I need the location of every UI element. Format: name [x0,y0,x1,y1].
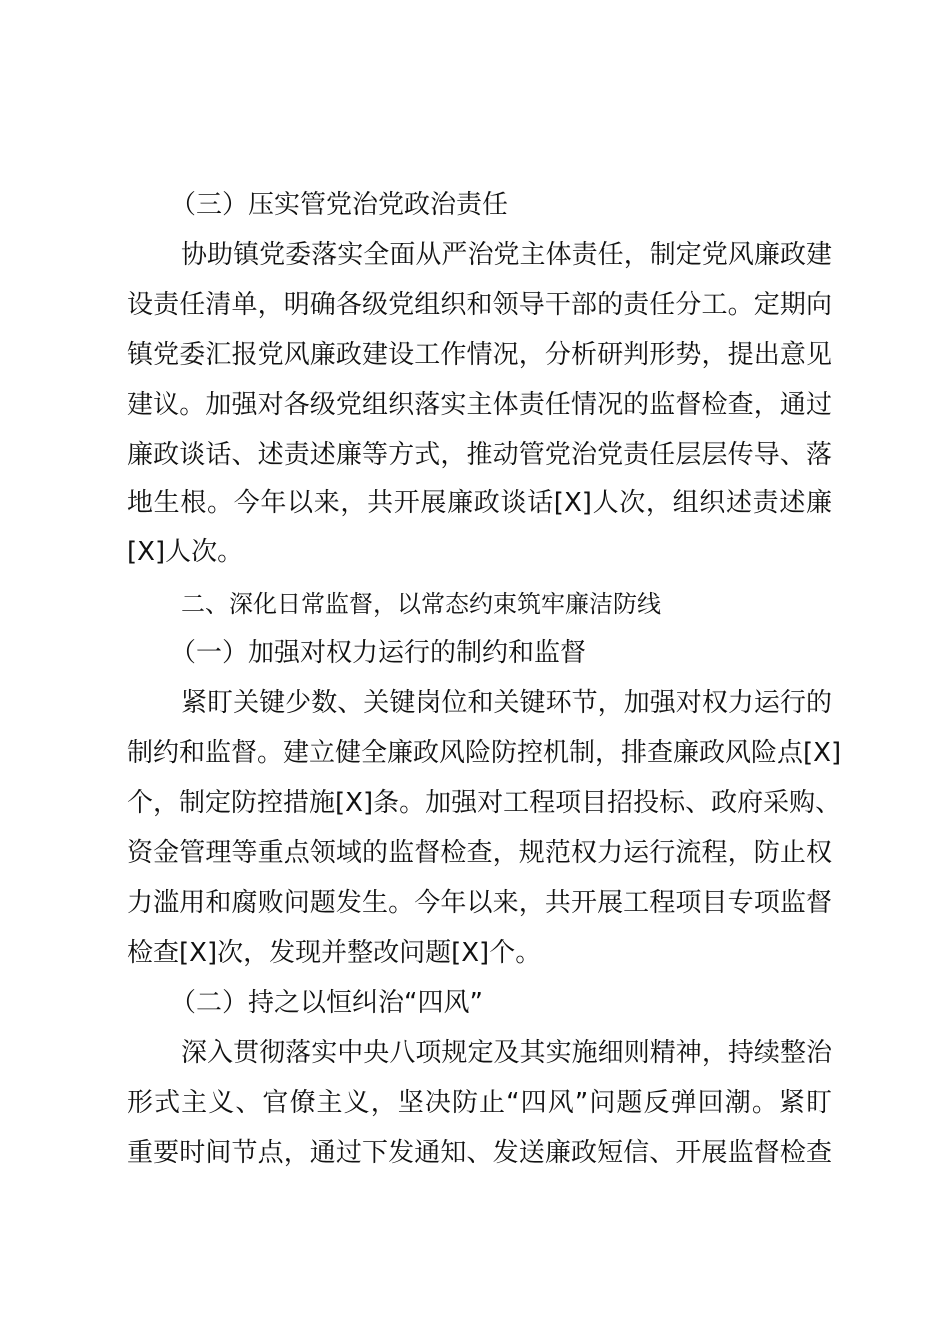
paragraph-line: 镇党委汇报党风廉政建设工作情况，分析研判形势，提出意见 [127,340,832,370]
paragraph-line: 深入贯彻落实中央八项规定及其实施细则精神，持续整治 [181,1038,832,1068]
paragraph-line: 地生根。今年以来，共开展廉政谈话[X]人次，组织述责述廉 [127,488,832,518]
paragraph-line: 设责任清单，明确各级党组织和领导干部的责任分工。定期向 [127,290,832,320]
paragraph-line: 资金管理等重点领域的监督检查，规范权力运行流程，防止权 [127,838,832,868]
section-heading-3: （三）压实管党治党政治责任 [170,190,509,220]
paragraph-line: 制约和监督。建立健全廉政风险防控机制，排查廉政风险点[X] [127,738,842,768]
paragraph-line: 重要时间节点，通过下发通知、发送廉政短信、开展监督检查 [127,1138,832,1168]
paragraph-line: 协助镇党委落实全面从严治党主体责任，制定党风廉政建 [181,240,832,270]
paragraph-line: 检查[X]次，发现并整改问题[X]个。 [127,938,542,968]
paragraph-line: 建议。加强对各级党组织落实主体责任情况的监督检查，通过 [127,390,832,420]
section-heading-2-sub: （二）持之以恒纠治“四风” [170,988,483,1018]
paragraph-line: 廉政谈话、述责述廉等方式，推动管党治党责任层层传导、落 [127,440,832,470]
paragraph-line: 紧盯关键少数、关键岗位和关键环节，加强对权力运行的 [181,688,832,718]
section-heading-1: （一）加强对权力运行的制约和监督 [170,638,587,668]
section-heading-2: 二、深化日常监督，以常态约束筑牢廉洁防线 [181,590,661,618]
paragraph-line: 形式主义、官僚主义，坚决防止“四风”问题反弹回潮。紧盯 [127,1088,832,1118]
paragraph-line: [X]人次。 [127,537,244,567]
paragraph-line: 个，制定防控措施[X]条。加强对工程项目招投标、政府采购、 [127,788,842,818]
paragraph-line: 力滥用和腐败问题发生。今年以来，共开展工程项目专项监督 [127,888,832,918]
